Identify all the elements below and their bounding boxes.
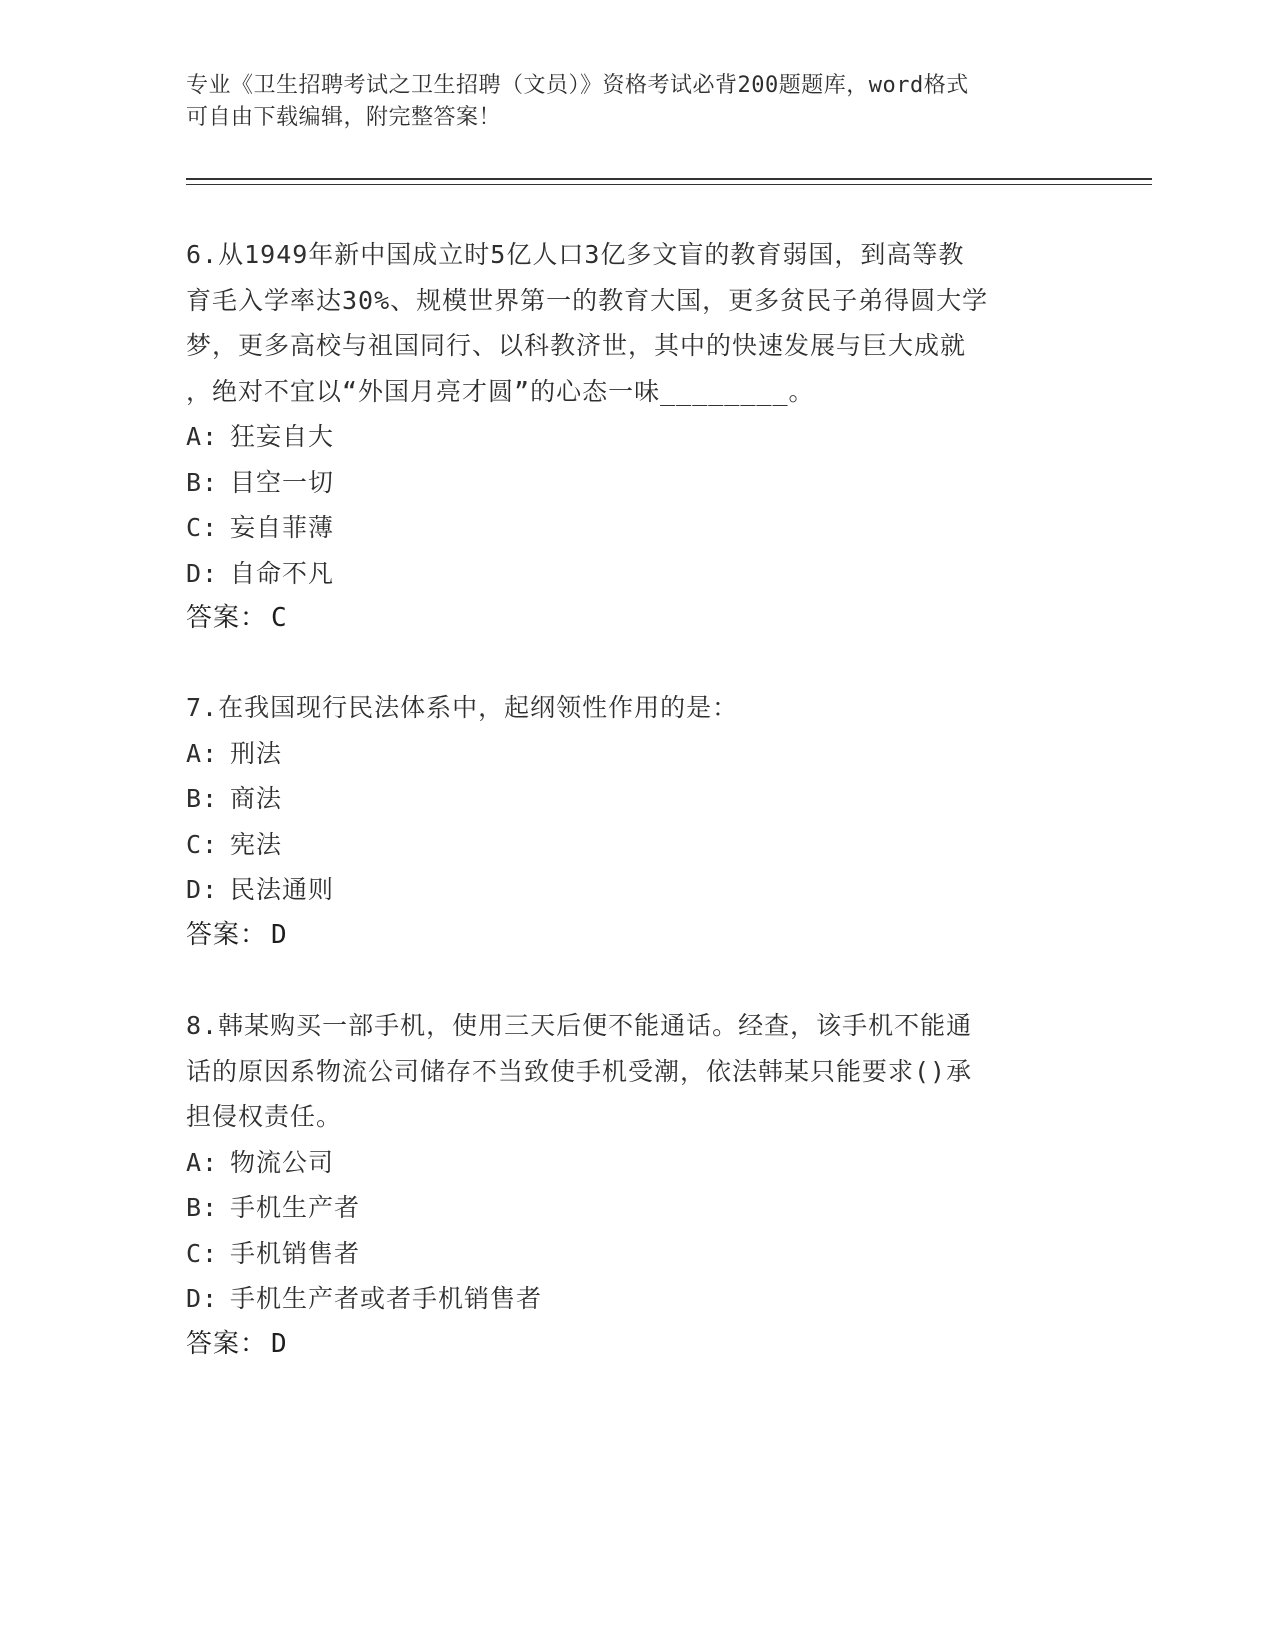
option-c [186,822,1086,868]
stem-line: 7.在我国现行民法体系中，起纲领性作用的是： [186,693,739,722]
header-divider-thin [186,184,1152,185]
option-text: 商法 [230,784,283,813]
question-8 [186,1003,1086,1367]
option-text: 刑法 [230,738,283,768]
answer [186,596,1086,642]
option-text: 手机生产者或者手机销售者 [230,1284,543,1313]
question-stem [186,232,1086,414]
answer-value: D [271,1328,288,1359]
option-text: 妄自菲薄 [230,513,335,542]
option-d [186,867,1086,913]
option-key: C: [186,829,219,859]
option-key: D: [186,875,219,904]
answer-label: 答案： [186,603,268,633]
option-key: B: [186,1193,219,1222]
option-key: B: [186,467,219,497]
question-6 [186,232,1086,642]
stem-line: ，绝对不宜以“外国月亮才圆”的心态一味________。 [186,376,815,406]
answer-label: 答案： [186,1328,268,1359]
answer-value: C [271,603,288,633]
option-key: C: [186,513,219,542]
option-text: 自命不凡 [230,558,335,588]
option-c [186,505,1086,551]
answer [186,1322,1086,1368]
question-stem [186,1003,1086,1140]
option-text: 民法通则 [230,875,335,904]
stem-line: 6.从1949年新中国成立时5亿人口3亿多文盲的教育弱国，到高等教 [186,240,965,269]
header-line-2: 可自由下载编辑，附完整答案！ [186,105,502,130]
option-text: 目空一切 [230,467,335,497]
option-b [186,776,1086,822]
header-divider [186,178,1152,180]
option-d [186,1276,1086,1322]
document-header [186,70,1066,134]
option-b [186,1185,1086,1231]
option-key: B: [186,784,219,813]
answer-value: D [271,919,288,950]
stem-line: 梦，更多高校与祖国同行、以科教济世，其中的快速发展与巨大成就 [186,331,967,360]
option-key: A: [186,1147,219,1177]
stem-line: 担侵权责任。 [186,1102,343,1131]
header-line-1: 专业《卫生招聘考试之卫生招聘（文员）》资格考试必背200题题库，word格式 [186,73,969,98]
option-a [186,414,1086,460]
option-a [186,731,1086,777]
option-a [186,1140,1086,1186]
option-key: A: [186,422,219,451]
stem-line: 8.韩某购买一部手机，使用三天后便不能通话。经查，该手机不能通 [186,1011,973,1040]
option-text: 手机生产者 [230,1193,361,1222]
option-text: 物流公司 [230,1147,335,1177]
option-text: 宪法 [230,829,283,859]
stem-line: 育毛入学率达30%、规模世界第一的教育大国，更多贫民子弟得圆大学 [186,285,989,315]
answer-label: 答案： [186,919,268,950]
option-c [186,1231,1086,1277]
option-key: A: [186,738,219,768]
option-d [186,551,1086,597]
question-stem [186,685,1086,731]
option-key: C: [186,1238,219,1268]
option-b [186,460,1086,506]
answer [186,913,1086,959]
stem-line: 话的原因系物流公司储存不当致使手机受潮，依法韩某只能要求()承 [186,1056,973,1086]
option-key: D: [186,1284,219,1313]
option-key: D: [186,558,219,588]
option-text: 手机销售者 [230,1238,361,1268]
option-text: 狂妄自大 [230,422,335,451]
question-7 [186,685,1086,958]
